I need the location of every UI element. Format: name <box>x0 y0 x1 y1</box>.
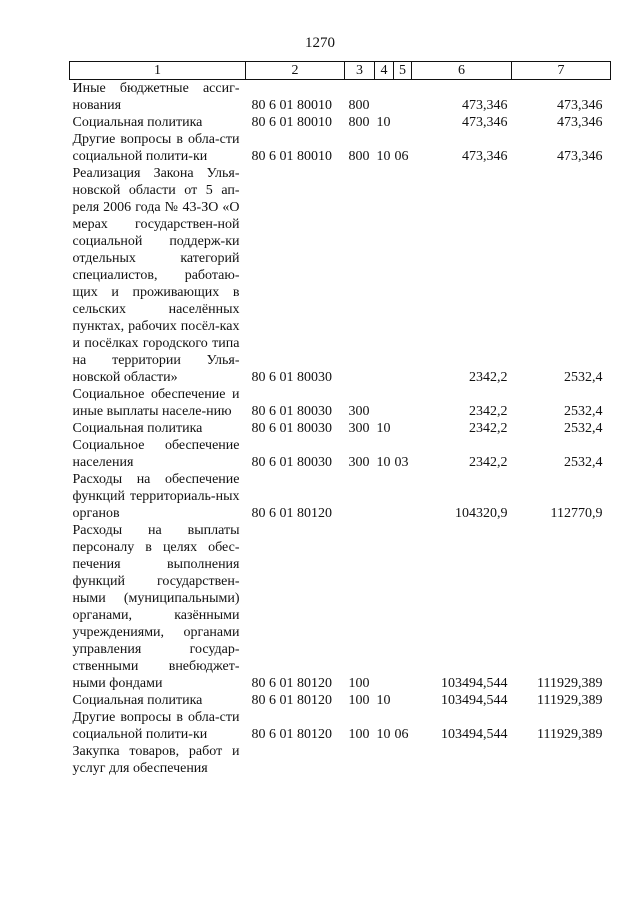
row-expense-type: 100 <box>348 693 370 708</box>
row-subsection <box>394 743 412 777</box>
row-section <box>375 386 394 420</box>
table-row <box>70 386 611 420</box>
row-amount-col7: 473,346 <box>557 149 603 164</box>
row-expense-type: 300 <box>348 404 370 419</box>
row-name: Реализация Закона Улья-новской области от 5 ап-реля 2006 года № 43-ЗО «О мерах государствен-ной социальной поддерж-ки отдельных категорий специалистов, работаю-щих и проживающих в сельских населённых пунктах, рабочих посёл-ках и посёлках городского типа на территории Улья-новской области» <box>72 166 240 385</box>
row-subsection <box>394 692 412 709</box>
row-amount-col7: 112770,9 <box>550 506 603 521</box>
row-amount-col6: 2342,2 <box>469 404 508 419</box>
row-amount-col7: 473,346 <box>557 115 603 130</box>
row-subsection <box>394 522 412 692</box>
row-amount-col6: 2342,2 <box>469 421 508 436</box>
row-section <box>375 522 394 692</box>
row-expense-type: 300 <box>348 421 370 436</box>
row-name: Социальное обеспечение и иные выплаты населе-нию <box>72 387 240 419</box>
row-name: Расходы на обеспечение функций территориаль-ных органов <box>72 472 240 521</box>
row-amount-col7: 473,346 <box>557 98 603 113</box>
row-code: 80 6 01 80010 <box>251 98 332 113</box>
row-code: 80 6 01 80120 <box>251 693 332 708</box>
row-expense-type: 800 <box>348 98 370 113</box>
row-code: 80 6 01 80120 <box>251 727 332 742</box>
table-row <box>70 709 611 743</box>
row-amount-col6: 473,346 <box>462 149 508 164</box>
row-code: 80 6 01 80120 <box>251 506 332 521</box>
row-code: 80 6 01 80030 <box>251 421 332 436</box>
row-amount-col7: 2532,4 <box>564 370 603 385</box>
row-subsection: 03 <box>394 455 409 470</box>
row-name: Социальное обеспечение населения <box>72 438 240 470</box>
row-code: 80 6 01 80010 <box>251 115 332 130</box>
row-section <box>375 80 394 115</box>
row-name: Другие вопросы в обла-сти социальной полити-ки <box>72 132 240 164</box>
row-expense-type <box>345 743 375 777</box>
row-name: Социальная политика <box>72 115 203 130</box>
row-code: 80 6 01 80030 <box>251 455 332 470</box>
row-subsection: 06 <box>394 149 409 164</box>
row-code: 80 6 01 80010 <box>251 149 332 164</box>
header-col-2: 2 <box>246 62 345 80</box>
table-row <box>70 743 611 777</box>
row-name: Расходы на выплаты персоналу в целях обес-печения выполнения функций государствен-ными (муниципальными) органами, казёнными учреждениями, органами управления государ-ственными внебюджет-ными фондами <box>72 523 240 691</box>
header-col-4: 4 <box>375 62 394 80</box>
row-amount-col7: 111929,389 <box>537 676 603 691</box>
table-row <box>70 692 611 709</box>
row-expense-type: 800 <box>348 115 370 130</box>
row-expense-type: 800 <box>348 149 370 164</box>
row-amount-col6: 103494,544 <box>441 727 508 742</box>
table-row <box>70 80 611 115</box>
row-amount-col7: 2532,4 <box>564 455 603 470</box>
budget-table <box>69 61 611 777</box>
row-section <box>375 743 394 777</box>
row-subsection <box>394 420 412 437</box>
header-col-3: 3 <box>345 62 375 80</box>
row-subsection <box>394 165 412 386</box>
row-subsection <box>394 114 412 131</box>
row-code: 80 6 01 80030 <box>251 370 332 385</box>
row-amount-col7 <box>512 743 611 777</box>
table-row <box>70 420 611 437</box>
header-col-6: 6 <box>412 62 512 80</box>
table-row <box>70 522 611 692</box>
row-subsection: 06 <box>394 727 409 742</box>
row-section: 10 <box>376 455 391 470</box>
row-code: 80 6 01 80030 <box>251 404 332 419</box>
header-row <box>70 62 611 80</box>
row-name: Социальная политика <box>72 693 203 708</box>
row-name: Социальная политика <box>72 421 203 436</box>
row-subsection <box>394 80 412 115</box>
row-amount-col6: 104320,9 <box>455 506 508 521</box>
row-expense-type <box>345 165 375 386</box>
row-section: 10 <box>376 693 391 708</box>
row-section <box>375 165 394 386</box>
header-col-7: 7 <box>512 62 611 80</box>
row-amount-col6: 473,346 <box>462 115 508 130</box>
table-row <box>70 471 611 522</box>
row-section <box>375 471 394 522</box>
row-amount-col7: 111929,389 <box>537 727 603 742</box>
row-expense-type: 100 <box>348 676 370 691</box>
row-amount-col6 <box>412 743 512 777</box>
row-name: Закупка товаров, работ и услуг для обеспечения <box>72 744 240 776</box>
row-amount-col6: 473,346 <box>462 98 508 113</box>
row-name: Другие вопросы в обла-сти социальной полити-ки <box>72 710 240 742</box>
page-number: 1270 <box>305 35 335 51</box>
row-amount-col6: 2342,2 <box>469 370 508 385</box>
row-code: 80 6 01 80120 <box>251 676 332 691</box>
row-amount-col7: 2532,4 <box>564 404 603 419</box>
row-subsection <box>394 471 412 522</box>
row-section: 10 <box>376 421 391 436</box>
row-name: Иные бюджетные ассиг-нования <box>72 81 240 113</box>
row-expense-type: 100 <box>348 727 370 742</box>
row-subsection <box>394 386 412 420</box>
table-row <box>70 437 611 471</box>
table-row <box>70 131 611 165</box>
row-expense-type <box>345 471 375 522</box>
row-amount-col7: 111929,389 <box>537 693 603 708</box>
row-amount-col6: 103494,544 <box>441 676 508 691</box>
row-amount-col7: 2532,4 <box>564 421 603 436</box>
row-section: 10 <box>376 727 391 742</box>
row-amount-col6: 2342,2 <box>469 455 508 470</box>
row-expense-type: 300 <box>348 455 370 470</box>
row-section: 10 <box>376 115 391 130</box>
header-col-1: 1 <box>70 62 246 80</box>
header-col-5: 5 <box>394 62 412 80</box>
row-amount-col6: 103494,544 <box>441 693 508 708</box>
row-code <box>246 743 345 777</box>
table-row <box>70 114 611 131</box>
row-section: 10 <box>376 149 391 164</box>
table-row <box>70 165 611 386</box>
